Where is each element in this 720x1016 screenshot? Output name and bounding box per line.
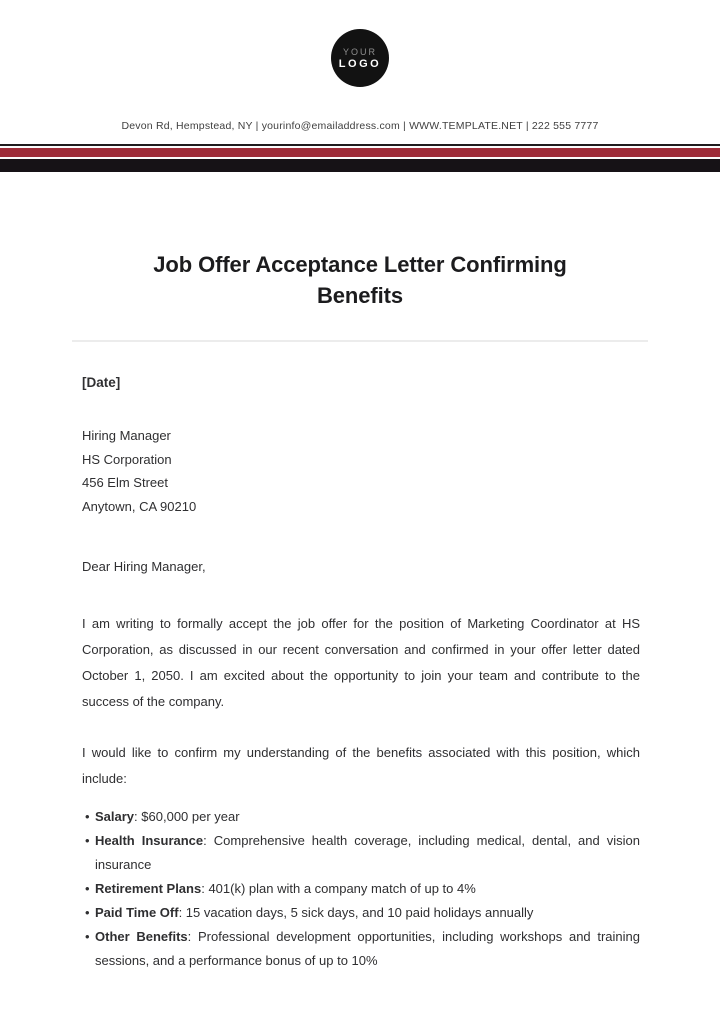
benefit-item-other-benefits (82, 925, 640, 973)
benefit-separator: : (178, 905, 186, 920)
contact-info-line: Devon Rd, Hempstead, NY | yourinfo@emailaddress.com | WWW.TEMPLATE.NET | 222 555 7777 (121, 120, 599, 132)
letter-title: Job Offer Acceptance Letter Confirming Benefits (153, 252, 567, 308)
benefit-label: Health Insurance (95, 833, 204, 848)
benefit-separator: : (201, 881, 209, 896)
benefit-text: 15 vacation days, 5 sick days, and 10 paid holidays annually (185, 905, 534, 920)
company-logo (331, 29, 389, 87)
stripe-black-bar (0, 159, 720, 172)
recipient-company: HS Corporation (82, 451, 172, 467)
paragraph-acceptance: I am writing to formally accept the job offer for the position of Marketing Coordinator at HS Corporation, as discussed in our recent conversation and confirmed in your offer letter dated October 1, 2050. I am excited about the opportunity to join your team and contribute to the success of the company. (82, 616, 640, 709)
benefit-label: Paid Time Off (95, 905, 179, 920)
letter-body (0, 375, 720, 973)
benefit-item-salary (82, 805, 640, 829)
paragraph-benefits-intro: I would like to confirm my understanding of the benefits associated with this position, which include: (82, 745, 640, 786)
benefit-text: Professional development opportunities, including workshops and training sessions, and a performance bonus of up to 10% (95, 929, 640, 968)
benefit-text: 401(k) plan with a company match of up to 4% (208, 881, 476, 896)
header-stripe-band (0, 144, 720, 172)
letterhead (0, 0, 720, 133)
benefit-label: Other Benefits (95, 929, 188, 944)
benefits-list (82, 805, 640, 973)
benefit-separator: : (187, 929, 198, 944)
benefit-label: Salary (95, 809, 135, 824)
recipient-city: Anytown, CA 90210 (82, 498, 197, 514)
benefit-text: Comprehensive health coverage, including medical, dental, and vision insurance (95, 833, 640, 872)
benefit-separator: : (203, 833, 214, 848)
title-divider (72, 340, 648, 342)
benefit-item-health-insurance (82, 829, 640, 877)
stripe-red-bar (0, 148, 720, 157)
recipient-address-block (82, 424, 640, 518)
salutation: Dear Hiring Manager, (82, 559, 206, 574)
recipient-name: Hiring Manager (82, 428, 171, 443)
benefit-separator: : (134, 809, 142, 824)
benefit-item-paid-time-off (82, 901, 640, 925)
logo-text-your: YOUR (342, 46, 377, 57)
recipient-street: 456 Elm Street (82, 475, 168, 490)
date-placeholder: [Date] (82, 375, 121, 390)
logo-text-logo: LOGO (338, 57, 382, 70)
benefit-item-retirement-plans (82, 877, 640, 901)
benefit-label: Retirement Plans (95, 881, 202, 896)
benefit-text: $60,000 per year (141, 809, 240, 824)
